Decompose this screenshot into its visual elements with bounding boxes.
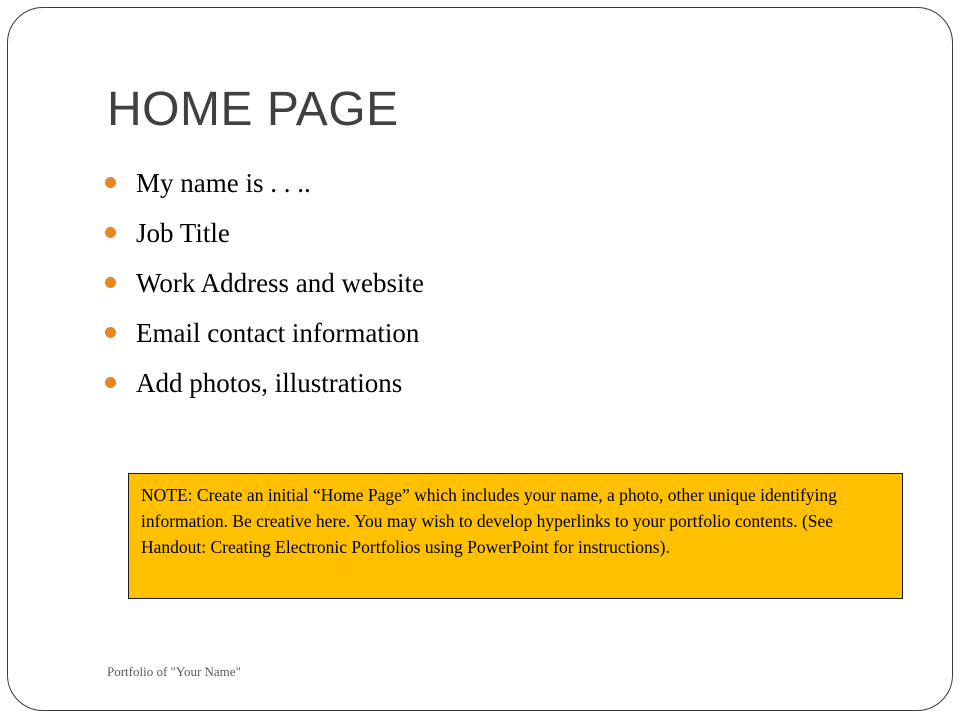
- bullet-text: Work Address and website: [136, 267, 425, 298]
- bullet-item-email: [105, 308, 424, 358]
- bullet-text: My name is . . ..: [136, 167, 311, 198]
- bullet-item-work-address: [105, 258, 424, 308]
- slide-title: HOME PAGE: [107, 83, 399, 136]
- bullet-text: Email contact information: [136, 317, 420, 348]
- bullet-icon: [105, 177, 116, 188]
- bullet-item-job-title: [105, 208, 424, 258]
- bullet-item-photos: [105, 358, 424, 408]
- bullet-icon: [105, 277, 116, 288]
- bullet-icon: [105, 377, 116, 388]
- note-text: NOTE: Create an initial “Home Page” which includes your name, a photo, other unique identifying information. Be creative here. You may wish to develop hyperlinks to your portfolio contents. (See Handout: Creating Electronic Portfolios using PowerPoint for instructions).: [141, 485, 837, 557]
- bullet-text: Job Title: [136, 217, 230, 248]
- bullet-icon: [105, 227, 116, 238]
- bullet-list: [105, 158, 424, 408]
- note-box: [128, 473, 903, 599]
- bullet-item-name: [105, 158, 424, 208]
- slide-footer: Portfolio of "Your Name": [107, 664, 241, 679]
- bullet-text: Add photos, illustrations: [136, 367, 403, 398]
- bullet-icon: [105, 327, 116, 338]
